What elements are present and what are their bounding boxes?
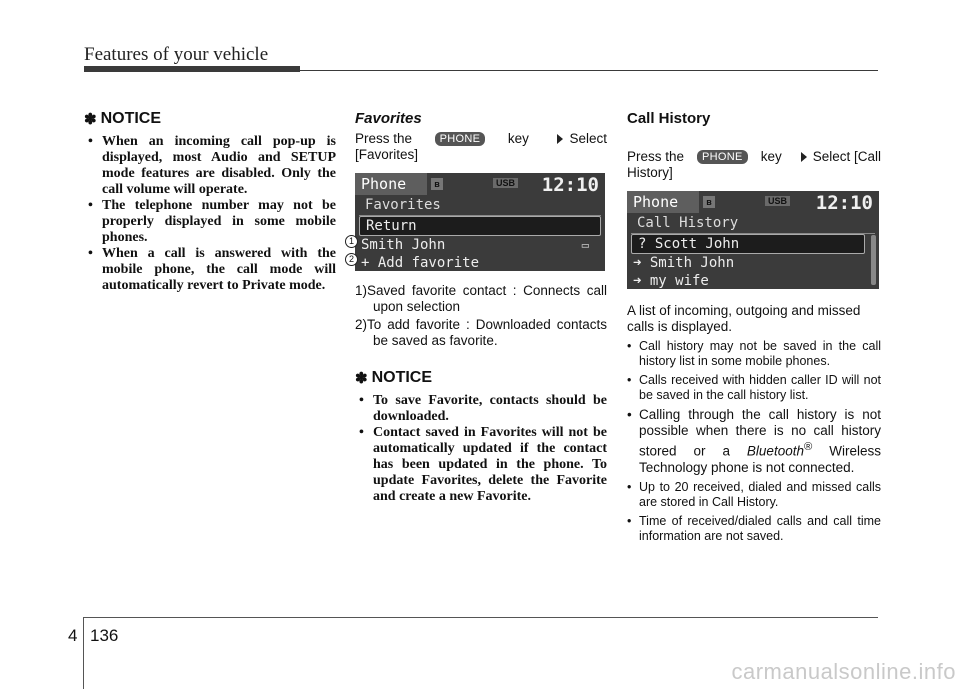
select-text: Select [569, 131, 607, 146]
watermark: carmanualsonline.info [731, 659, 956, 684]
favorites-title: Favorites [355, 110, 422, 127]
notice-item: • When a call is answered with the mobile phone, the call mode will automatically revert to Private mode. [84, 246, 336, 294]
screen-time: 12:10 [815, 192, 873, 214]
notice-star-icon: ✽ [355, 370, 368, 387]
notice-item: • When an incoming call pop-up is displayed, most Audio and SETUP mode features are disabled. Only the call volume will operate. [84, 134, 336, 198]
phone-key-badge: PHONE [435, 132, 486, 146]
callout-2: 2 [345, 253, 358, 266]
select-target: [Favorites] [355, 147, 419, 162]
key-text: key [507, 131, 529, 146]
header-bar [84, 66, 300, 72]
numbered-item: 2)To add favorite : Downloaded contacts be saved as favorite. [355, 317, 607, 348]
favorites-instructions [355, 131, 607, 163]
page-header-title: Features of your vehicle [84, 44, 269, 65]
screen-title: Phone [355, 173, 427, 195]
call-history-intro: A list of incoming, outgoing and missed calls is displayed. [627, 303, 861, 334]
favorites-notice-heading [355, 369, 607, 387]
chapter-number: 4 [68, 626, 78, 645]
screen-row-return[interactable]: Return [359, 216, 601, 236]
screen-title: Phone [627, 191, 699, 213]
history-item: • Time of received/dialed calls and call time information are not saved. [627, 514, 881, 544]
key-text: key [760, 149, 782, 164]
select-target: History] [627, 165, 673, 180]
call-history-list [627, 339, 881, 544]
screen-subtitle: Call History [631, 213, 875, 234]
notice-item: • Contact saved in Favorites will not be automatically updated if the contact has been updated in the phone. To update Favorites, delete the Favorite and create a new Favorite. [355, 425, 607, 505]
favorites-screen [355, 173, 605, 271]
scrollbar[interactable] [871, 235, 876, 285]
page-number: 136 [90, 626, 119, 645]
screen-row-call[interactable]: ➜ my wife [633, 273, 709, 289]
screen-row-call[interactable]: ➜ Smith John [633, 255, 735, 271]
bluetooth-icon: ʙ [703, 196, 715, 208]
press-the-text: Press the [355, 131, 413, 146]
notice-list [84, 134, 336, 294]
footer-vertical-rule [83, 617, 84, 689]
notice-item: • To save Favorite, contacts should be downloaded. [355, 393, 607, 425]
usb-badge: USB [765, 196, 790, 206]
screen-time: 12:10 [541, 174, 599, 196]
notice-heading [84, 110, 336, 128]
screen-row-favorite[interactable] [355, 236, 605, 254]
call-history-screen [627, 191, 879, 289]
bluetooth-word: Bluetooth [746, 443, 804, 459]
history-item: • Call history may not be saved in the call history list in some mobile phones. [627, 339, 881, 369]
callout-1: 1 [345, 235, 358, 248]
footer-horizontal-rule [84, 617, 878, 618]
call-history-instructions [627, 149, 881, 181]
header-rule [300, 70, 878, 71]
usb-badge: USB [493, 178, 518, 188]
history-item: • Calls received with hidden caller ID will not be saved in the call history list. [627, 373, 881, 403]
notice-item: • The telephone number may not be properly displayed in some mobile phones. [84, 198, 336, 246]
history-item-text: Calling through the call history is not possible when there is no call history stored or a [639, 407, 881, 459]
numbered-item: 1)Saved favorite contact : Connects call upon selection [355, 283, 607, 314]
history-item [627, 407, 881, 476]
screen-row-call[interactable]: ? Scott John [631, 234, 865, 254]
notice-title: NOTICE [100, 110, 162, 127]
history-item: • Up to 20 received, dialed and missed calls are stored in Call History. [627, 480, 881, 510]
select-text: Select [Call [812, 149, 881, 164]
arrow-right-icon [801, 152, 807, 162]
bluetooth-icon: ʙ [431, 178, 443, 190]
screen-subtitle: Favorites [359, 195, 601, 216]
notice-star-icon: ✽ [84, 111, 97, 128]
column-notice [84, 110, 336, 294]
phone-handset-icon: ▭ [581, 238, 589, 252]
column-call-history [627, 110, 881, 548]
favorites-numbered-list [355, 283, 607, 349]
notice-title: NOTICE [371, 369, 433, 386]
column-favorites [348, 110, 607, 505]
registered-mark: ® [803, 441, 813, 453]
call-history-title: Call History [627, 110, 711, 127]
phone-key-badge: PHONE [697, 150, 748, 164]
press-the-text: Press the [627, 149, 685, 164]
screen-row-add-favorite[interactable]: + Add favorite [361, 255, 480, 271]
favorites-notice-list [355, 393, 607, 505]
favorite-contact-name: Smith John [361, 237, 446, 253]
arrow-right-icon [557, 134, 563, 144]
history-item-rest: Wireless Technology phone is not connected. [639, 443, 881, 475]
